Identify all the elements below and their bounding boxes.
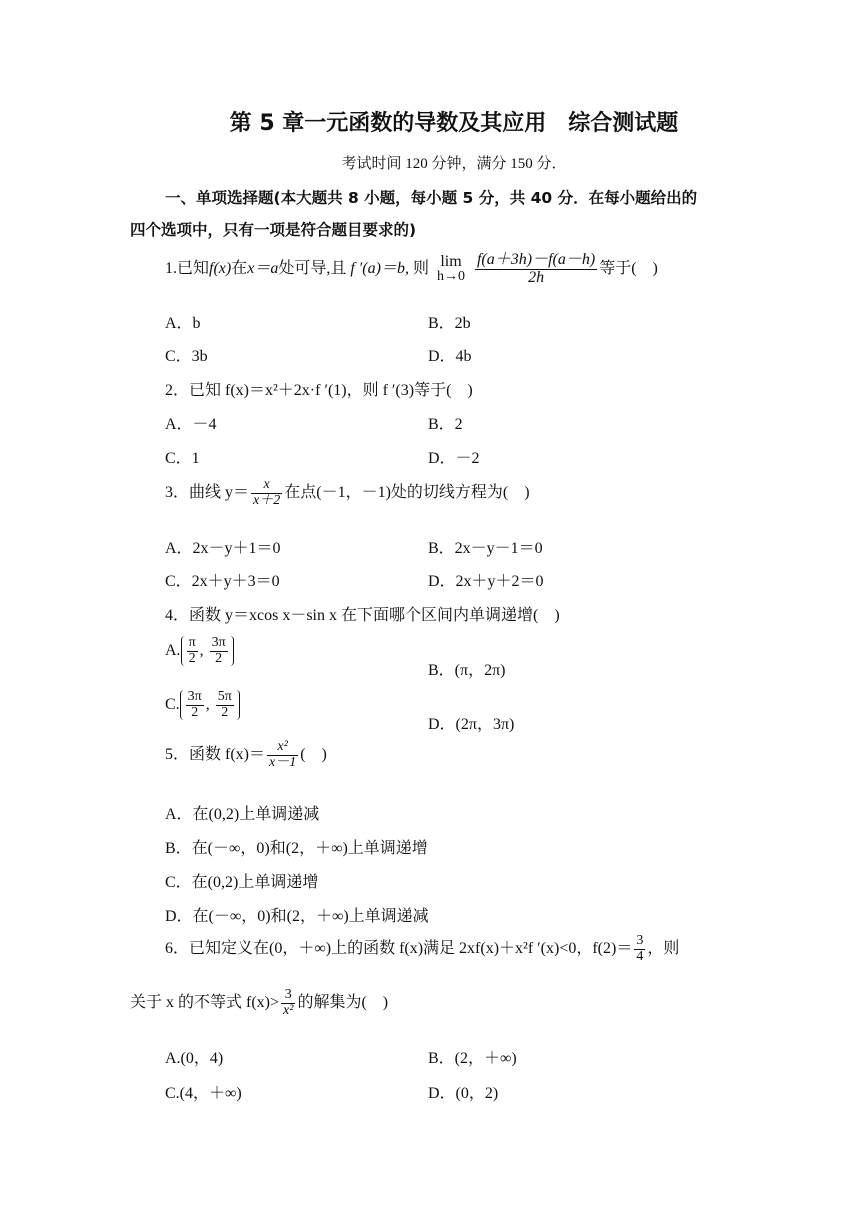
q1-option-b: B．2b [428,315,471,332]
q4-option-b: B．(π，2π) [428,662,506,679]
q5-option-c: C．在(0,2)上单调递增 [165,874,319,891]
q5-option-d: D．在(－∞，0)和(2，＋∞)上单调递减 [165,908,429,925]
question-1-stem: 1.已知f(x)在x＝a处可导,且 f ′(a)＝b, 则 lim h→0 $\frac{f(a+3h)-f(a-h)}{2h}$ 等于( ) [165,251,658,286]
question-4-stem: 4．函数 y＝xcos x－sin x 在下面哪个区间内单调递增( ) [165,607,560,624]
question-5-stem: 5．函数 f(x)＝ $\frac{\text{x²}}{x-1}$ ( ) [165,739,327,770]
q2-option-b: B．2 [428,416,463,433]
q5-fraction: $\frac{\text{x²}}{x-1}$ [269,739,297,770]
question-2-stem: 2．已知 f(x)＝x²＋2x·f ′(1)，则 f ′(3)等于( ) [165,382,473,399]
q6-option-a: A.(0，4) [165,1050,224,1067]
q3-option-d: D．2x＋y＋2＝0 [428,573,544,590]
q1-option-c: C．3b [165,348,208,365]
question-3-stem: 3．曲线 y＝ $\frac{x}{x+2}$ 在点(－1，－1)处的切线方程为( ) [165,477,530,508]
q6-option-c: C.(4，＋∞) [165,1085,242,1102]
q3-option-c: C．2x＋y＋3＝0 [165,573,280,590]
q1-option-d: D．4b [428,348,472,365]
q1-option-a: A．b [165,315,201,332]
q6-option-b: B．(2，＋∞) [428,1050,517,1067]
q3-option-a: A．2x－y＋1＝0 [165,540,281,557]
question-6-line1: 6．已知定义在(0，＋∞)上的函数 f(x)满足 2xf(x)＋x²f ′(x)<0，f(2)＝ $\frac{3}{4}$ ，则 [165,933,680,964]
q4-option-a: A. $\frac{\pi}{2}$ , $\frac{3\pi}{2}$ [165,636,234,666]
q5-option-a: A．在(0,2)上单调递减 [165,806,320,823]
q1-fraction: $\frac{f(a+3h)-f(a-h)}{2h}$ [476,251,596,286]
section-heading-line1: 一、单项选择题(本大题共 8 小题，每小题 5 分，共 40 分．在每小题给出的 [165,189,698,207]
q4-option-c: C. $\frac{3\pi}{2}$ , $\frac{5\pi}{2}$ [165,690,240,720]
q6-value-fraction: $\frac{3}{4}$ [636,933,644,964]
limit-operator: lim h→0 [436,253,465,285]
question-6-line2: 关于 x 的不等式 f(x)> $\frac{3}{\text{x²}}$ 的解集为( ) [130,987,389,1018]
q6-option-d: D．(0，2) [428,1085,499,1102]
q4-option-d: D．(2π，3π) [428,716,515,733]
q3-fraction: $\frac{x}{x+2}$ [253,477,281,508]
section-heading-line2: 四个选项中，只有一项是符合题目要求的) [130,221,417,239]
q2-option-c: C．1 [165,450,200,467]
q2-option-a: A．－4 [165,416,217,433]
q2-option-d: D．－2 [428,450,480,467]
page-title: 第 5 章一元函数的导数及其应用 综合测试题 [229,111,679,136]
q5-option-b: B．在(－∞，0)和(2，＋∞)上单调递增 [165,840,428,857]
q3-option-b: B．2x－y－1＝0 [428,540,543,557]
exam-info: 考试时间 120 分钟，满分 150 分． [341,156,567,172]
q6-inequality-fraction: $\frac{3}{\text{x²}}$ [283,987,294,1018]
